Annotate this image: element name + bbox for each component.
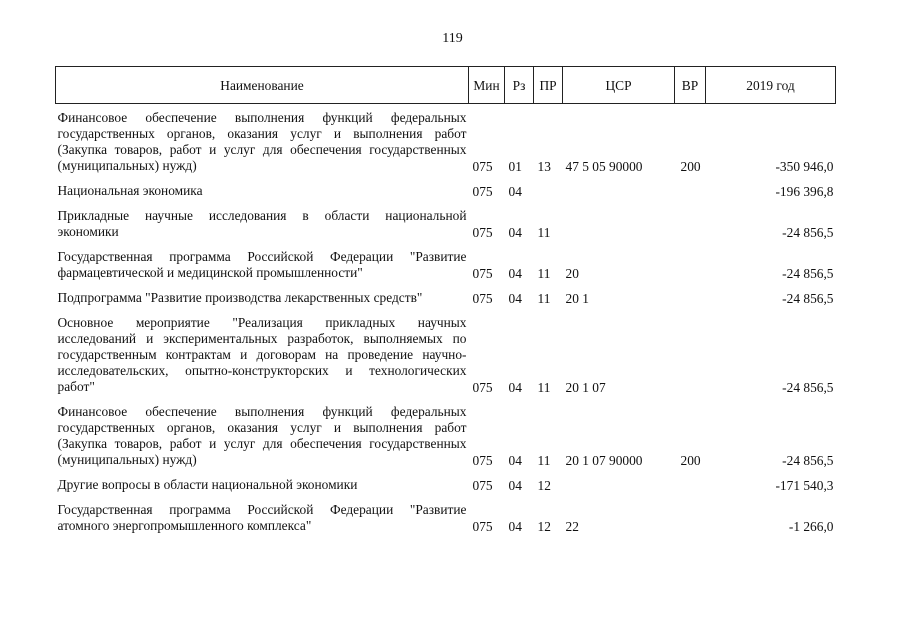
table-header	[56, 67, 836, 104]
row-min: 075	[472, 266, 493, 281]
row-min: 075	[472, 159, 493, 174]
row-csr	[563, 208, 675, 240]
row-min: 075	[472, 291, 493, 306]
table-row	[56, 183, 836, 199]
row-rz: 04	[508, 266, 522, 281]
column-header-name: Наименование	[56, 67, 469, 104]
row-min: 075	[472, 478, 493, 493]
row-name: Другие вопросы в области национальной экономики	[57, 477, 358, 492]
row-name: Государственная программа Российской Федерации "Развитие фармацевтической и медицинской промышленности"	[57, 249, 467, 280]
row-pr: 11	[537, 291, 551, 306]
row-min: 075	[472, 380, 493, 395]
column-header-year: 2019 год	[706, 67, 836, 104]
row-vr	[675, 477, 706, 493]
row-vr	[675, 315, 706, 395]
row-amount: -196 396,8	[775, 184, 834, 199]
row-csr: 20 1 07 90000	[565, 453, 643, 468]
row-csr: 22	[565, 519, 579, 534]
page-number: 119	[442, 31, 463, 46]
row-name: Государственная программа Российской Федерации "Развитие атомного энергопромышленного комплекса"	[57, 502, 467, 533]
row-pr: 11	[537, 225, 551, 240]
row-rz: 04	[508, 184, 522, 199]
row-pr	[534, 183, 563, 199]
table-row	[56, 315, 836, 395]
column-header-rz: Рз	[505, 67, 534, 104]
row-name: Подпрограмма "Развитие производства лекарственных средств"	[57, 290, 423, 305]
row-pr: 11	[537, 266, 551, 281]
row-amount: -24 856,5	[782, 266, 834, 281]
table-row	[56, 404, 836, 468]
row-pr: 11	[537, 453, 551, 468]
row-vr: 200	[680, 453, 701, 468]
table-row	[56, 110, 836, 174]
row-amount: -24 856,5	[782, 453, 834, 468]
row-rz: 04	[508, 380, 522, 395]
row-name: Основное мероприятие "Реализация прикладных научных исследований и экспериментальных разработок, выполняемых по государственным контрактам и договорам на проведение научно-исследовательских, опытно-конструкторских и технологических работ"	[57, 315, 467, 394]
row-rz: 04	[508, 478, 522, 493]
row-rz: 04	[508, 453, 522, 468]
row-amount: -24 856,5	[782, 380, 834, 395]
row-amount: -24 856,5	[782, 225, 834, 240]
row-name: Финансовое обеспечение выполнения функций федеральных государственных органов, оказания услуг и выполнения работ (Закупка товаров, работ и услуг для обеспечения государственных (муниципальных) нужд)	[57, 110, 467, 173]
row-amount: -350 946,0	[775, 159, 834, 174]
table-row	[56, 477, 836, 493]
row-rz: 04	[508, 519, 522, 534]
row-name: Финансовое обеспечение выполнения функций федеральных государственных органов, оказания услуг и выполнения работ (Закупка товаров, работ и услуг для обеспечения государственных (муниципальных) нужд)	[57, 404, 467, 467]
row-rz: 04	[508, 291, 522, 306]
row-amount: -1 266,0	[788, 519, 834, 534]
row-csr: 20 1	[565, 291, 589, 306]
row-vr	[675, 290, 706, 306]
row-vr: 200	[680, 159, 701, 174]
column-header-min: Мин	[469, 67, 505, 104]
row-min: 075	[472, 453, 493, 468]
table-row	[56, 290, 836, 306]
row-pr: 13	[537, 159, 551, 174]
row-csr	[563, 183, 675, 199]
row-vr	[675, 249, 706, 281]
row-min: 075	[472, 519, 493, 534]
column-header-pr: ПР	[534, 67, 563, 104]
row-vr	[675, 183, 706, 199]
column-header-vr: ВР	[675, 67, 706, 104]
row-pr: 11	[537, 380, 551, 395]
row-csr: 20 1 07	[565, 380, 606, 395]
column-header-csr: ЦСР	[563, 67, 675, 104]
row-vr	[675, 502, 706, 534]
row-rz: 01	[508, 159, 522, 174]
table-body	[56, 104, 836, 535]
row-amount: -171 540,3	[775, 478, 834, 493]
row-csr: 47 5 05 90000	[565, 159, 643, 174]
table-row	[56, 249, 836, 281]
row-csr	[563, 477, 675, 493]
table-row	[56, 208, 836, 240]
row-name: Прикладные научные исследования в области национальной экономики	[57, 208, 467, 239]
row-name: Национальная экономика	[57, 183, 203, 198]
row-amount: -24 856,5	[782, 291, 834, 306]
row-vr	[675, 208, 706, 240]
row-min: 075	[472, 225, 493, 240]
budget-table	[55, 66, 836, 534]
row-min: 075	[472, 184, 493, 199]
row-csr: 20	[565, 266, 579, 281]
row-rz: 04	[508, 225, 522, 240]
row-pr: 12	[537, 519, 551, 534]
row-pr: 12	[537, 478, 551, 493]
table-row	[56, 502, 836, 534]
